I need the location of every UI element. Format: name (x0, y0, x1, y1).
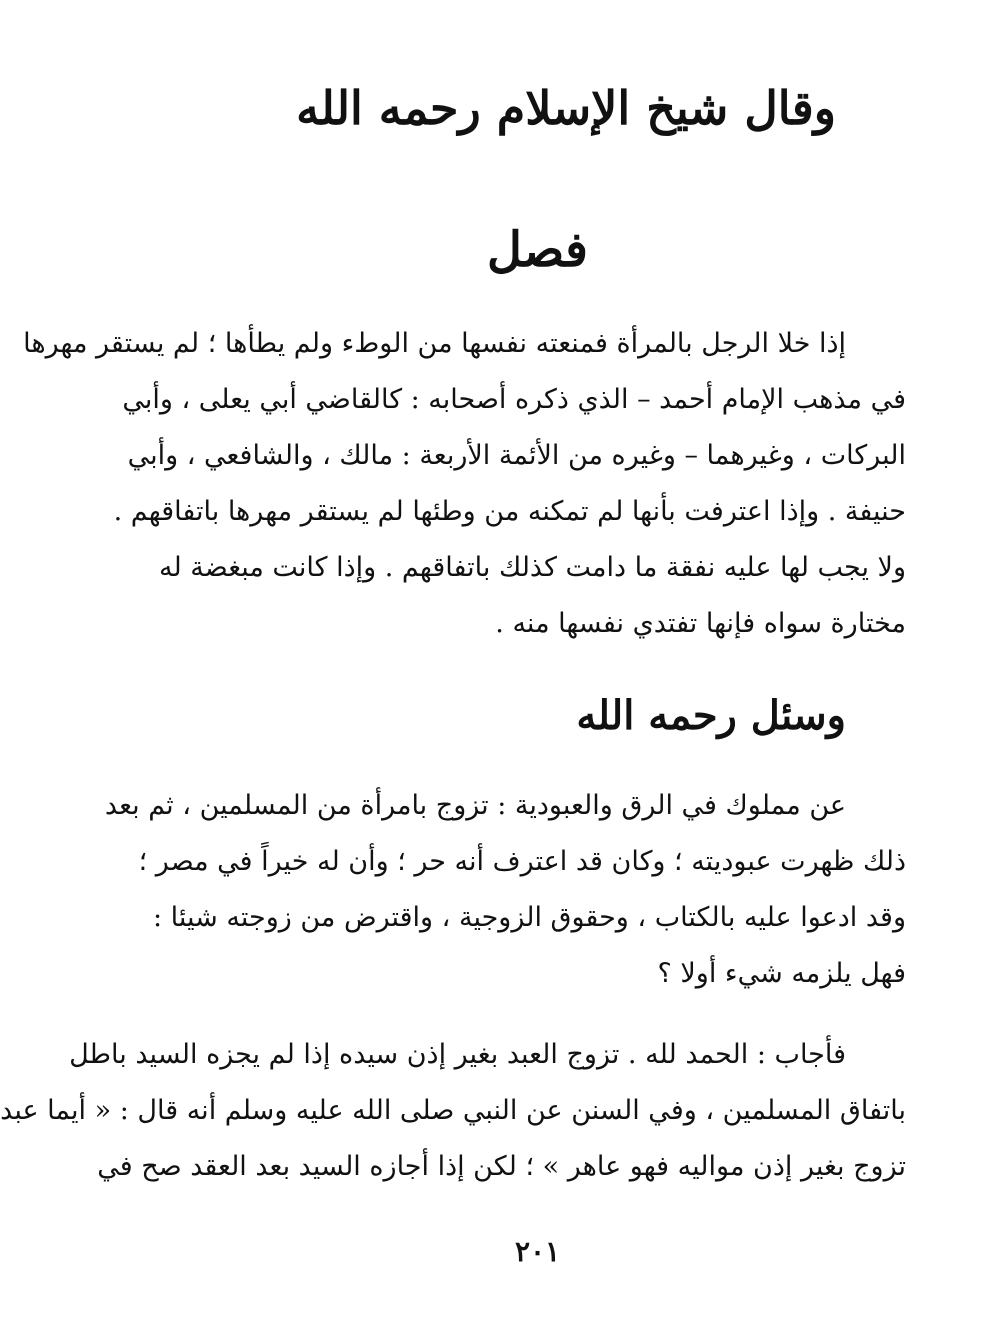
text-line: إذا خلا الرجل بالمرأة فمنعته نفسها من الوطء ولم يطأها ؛ لم يستقر مهرها (23, 328, 846, 359)
text-line: حنيفة . وإذا اعترفت بأنها لم تمكنه من وطئها لم يستقر مهرها باتفاقهم . (113, 496, 906, 527)
text-line: عن مملوك في الرق والعبودية : تزوج بامرأة من المسلمين ، ثم بعد (104, 790, 846, 821)
section-title-fasl: فصل (487, 222, 588, 278)
text-line: تزوج بغير إذن مواليه فهو عاهر » ؛ لكن إذا أجازه السيد بعد العقد صح في (97, 1151, 906, 1182)
text-line: فهل يلزمه شيء أولا ؟ (657, 958, 906, 989)
page-number: ٢٠١ (514, 1235, 561, 1268)
paragraph-question (104, 778, 906, 1002)
text-line: باتفاق المسلمين ، وفي السنن عن النبي صلى الله عليه وسلم أنه قال : « أيما عبد (0, 1095, 906, 1126)
paragraph-answer (0, 1027, 906, 1195)
text-line: في مذهب الإمام أحمد – الذي ذكره أصحابه : كالقاضي أبي يعلى ، وأبي (122, 384, 906, 415)
text-line: مختارة سواه فإنها تفتدي نفسها منه . (495, 608, 906, 639)
text-line: البركات ، وغيرهما – وغيره من الأئمة الأربعة : مالك ، والشافعي ، وأبي (127, 440, 906, 471)
paragraph-fasl (23, 316, 906, 652)
text-line: ولا يجب لها عليه نفقة ما دامت كذلك باتفاقهم . وإذا كانت مبغضة له (159, 552, 906, 583)
text-line: وقد ادعوا عليه بالكتاب ، وحقوق الزوجية ، واقترض من زوجته شيئا : (152, 902, 906, 933)
page-heading: وقال شيخ الإسلام رحمه الله (296, 81, 836, 135)
text-line: ذلك ظهرت عبوديته ؛ وكان قد اعترف أنه حر ؛ وأن له خيراً في مصر ؛ (138, 846, 906, 877)
section-title-question: وسئل رحمه الله (576, 692, 846, 739)
text-line: فأجاب : الحمد لله . تزوج العبد بغير إذن سيده إذا لم يجزه السيد باطل (69, 1039, 846, 1070)
